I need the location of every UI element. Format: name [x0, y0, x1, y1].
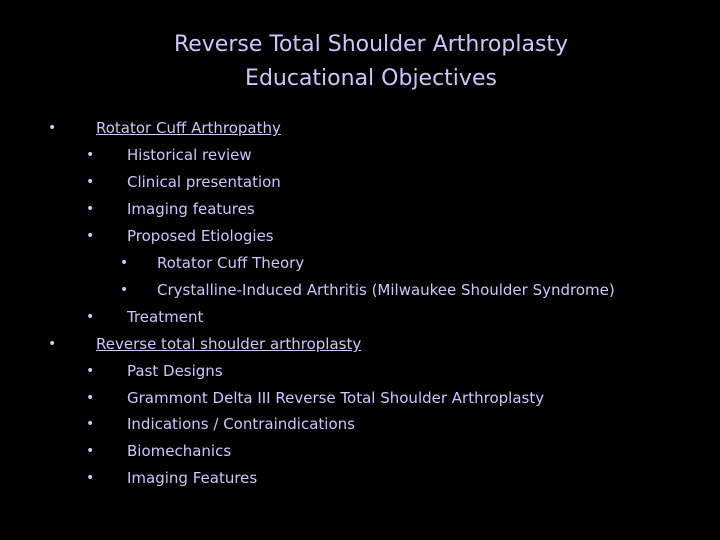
- list-item-imaging-features: Imaging features: [127, 200, 255, 218]
- list-item-past-designs: Past Designs: [127, 362, 223, 380]
- bullet-icon: •: [120, 282, 129, 298]
- sub-item-crystalline-induced-arthritis: Crystalline-Induced Arthritis (Milwaukee Shoulder Syndrome): [157, 281, 615, 299]
- bullet-icon: •: [86, 443, 95, 459]
- bullet-icon: •: [120, 255, 129, 271]
- section-heading-rotator-cuff-arthropathy[interactable]: Rotator Cuff Arthropathy: [96, 119, 281, 137]
- bullet-icon: •: [86, 363, 95, 379]
- bullet-icon: •: [86, 390, 95, 406]
- slide-title-line-1: Reverse Total Shoulder Arthroplasty: [173, 32, 569, 57]
- list-item-indications-contraindications: Indications / Contraindications: [127, 415, 355, 433]
- section-heading-reverse-total-shoulder-arthroplasty[interactable]: Reverse total shoulder arthroplasty: [96, 335, 362, 353]
- slide-title-line-2: Educational Objectives: [245, 66, 497, 91]
- bullet-icon: •: [86, 201, 95, 217]
- list-item-treatment: Treatment: [127, 308, 204, 326]
- list-item-biomechanics: Biomechanics: [127, 442, 232, 460]
- bullet-icon: •: [48, 336, 57, 352]
- bullet-icon: •: [86, 174, 95, 190]
- list-item-proposed-etiologies: Proposed Etiologies: [127, 227, 274, 245]
- bullet-icon: •: [86, 309, 95, 325]
- bullet-icon: •: [86, 416, 95, 432]
- bullet-icon: •: [86, 470, 95, 486]
- list-item-clinical-presentation: Clinical presentation: [127, 173, 281, 191]
- list-item-grammont-delta-iii: Grammont Delta III Reverse Total Shoulder Arthroplasty: [127, 389, 545, 407]
- bullet-icon: •: [86, 228, 95, 244]
- sub-item-rotator-cuff-theory: Rotator Cuff Theory: [157, 254, 305, 272]
- list-item-historical-review: Historical review: [127, 146, 252, 164]
- bullet-icon: •: [86, 147, 95, 163]
- list-item-imaging-features-2: Imaging Features: [127, 469, 258, 487]
- bullet-icon: •: [48, 120, 57, 136]
